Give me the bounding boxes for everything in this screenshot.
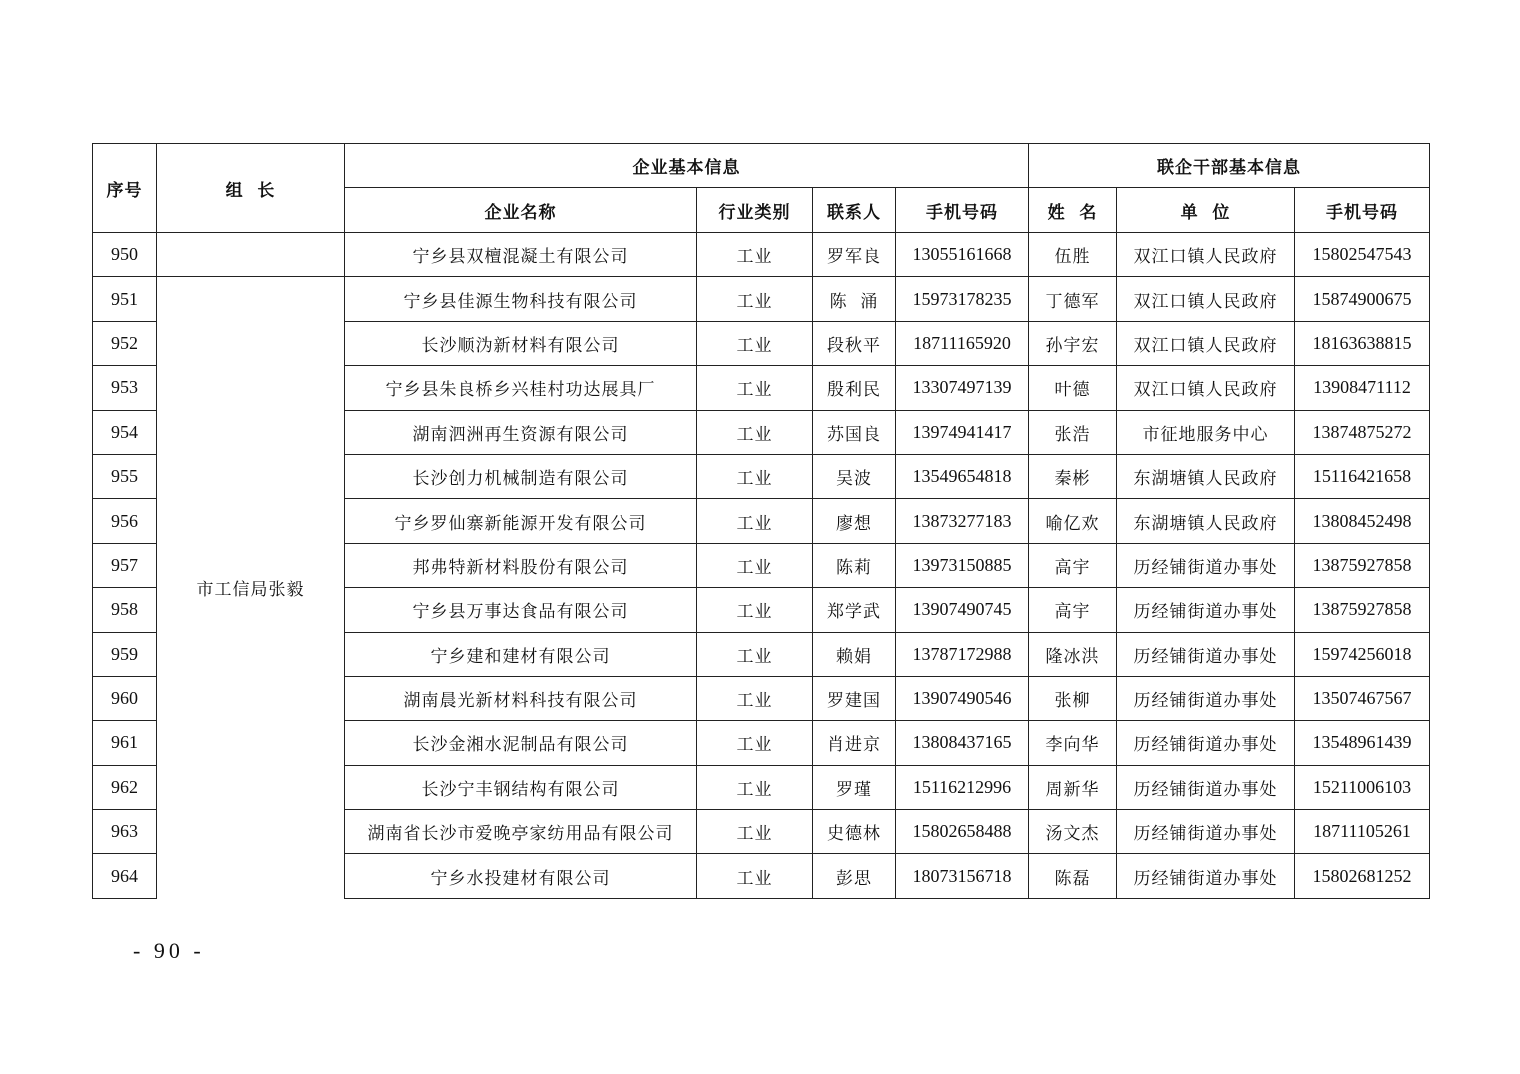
cell-leader-empty xyxy=(157,233,345,277)
cell-industry: 工业 xyxy=(697,410,813,454)
cell-company-phone: 13974941417 xyxy=(896,410,1029,454)
header-cadre-phone: 手机号码 xyxy=(1295,188,1430,233)
cell-contact: 殷利民 xyxy=(813,366,896,410)
header-unit: 单 位 xyxy=(1117,188,1295,233)
cell-index: 955 xyxy=(93,454,157,498)
cell-company-name: 长沙创力机械制造有限公司 xyxy=(345,454,697,498)
cell-company-phone: 13973150885 xyxy=(896,543,1029,587)
cell-index: 964 xyxy=(93,854,157,898)
cell-cadre-name: 周新华 xyxy=(1029,765,1117,809)
cell-cadre-phone: 15211006103 xyxy=(1295,765,1430,809)
table-row xyxy=(93,233,1430,277)
header-company-group: 企业基本信息 xyxy=(345,144,1029,188)
cell-industry: 工业 xyxy=(697,499,813,543)
cell-cadre-name: 叶德 xyxy=(1029,366,1117,410)
cell-company-phone: 13787172988 xyxy=(896,632,1029,676)
header-leader: 组 长 xyxy=(157,144,345,233)
cell-company-phone: 18711165920 xyxy=(896,321,1029,365)
cell-cadre-phone: 13875927858 xyxy=(1295,588,1430,632)
header-cadre-group: 联企干部基本信息 xyxy=(1029,144,1430,188)
cell-index: 959 xyxy=(93,632,157,676)
cell-index: 958 xyxy=(93,588,157,632)
cell-contact: 廖想 xyxy=(813,499,896,543)
cell-unit: 历经铺街道办事处 xyxy=(1117,588,1295,632)
table-body xyxy=(93,233,1430,899)
cell-cadre-phone: 15974256018 xyxy=(1295,632,1430,676)
header-company-name: 企业名称 xyxy=(345,188,697,233)
cell-company-phone: 13549654818 xyxy=(896,454,1029,498)
cell-industry: 工业 xyxy=(697,233,813,277)
cell-cadre-name: 秦彬 xyxy=(1029,454,1117,498)
cell-index: 953 xyxy=(93,366,157,410)
cell-cadre-name: 张浩 xyxy=(1029,410,1117,454)
cell-unit: 双江口镇人民政府 xyxy=(1117,366,1295,410)
cell-contact: 吴波 xyxy=(813,454,896,498)
cell-cadre-name: 李向华 xyxy=(1029,721,1117,765)
cell-industry: 工业 xyxy=(697,632,813,676)
cell-company-name: 宁乡罗仙寨新能源开发有限公司 xyxy=(345,499,697,543)
cell-index: 963 xyxy=(93,810,157,854)
cell-cadre-phone: 18711105261 xyxy=(1295,810,1430,854)
cell-company-phone: 13808437165 xyxy=(896,721,1029,765)
cell-contact: 郑学武 xyxy=(813,588,896,632)
cell-company-name: 宁乡建和建材有限公司 xyxy=(345,632,697,676)
cell-cadre-name: 喻亿欢 xyxy=(1029,499,1117,543)
cell-cadre-phone: 15802681252 xyxy=(1295,854,1430,898)
cell-unit: 历经铺街道办事处 xyxy=(1117,810,1295,854)
cell-contact: 罗军良 xyxy=(813,233,896,277)
header-industry: 行业类别 xyxy=(697,188,813,233)
cell-industry: 工业 xyxy=(697,366,813,410)
header-contact: 联系人 xyxy=(813,188,896,233)
cell-contact: 苏国良 xyxy=(813,410,896,454)
cell-company-phone: 13873277183 xyxy=(896,499,1029,543)
cell-cadre-phone: 15116421658 xyxy=(1295,454,1430,498)
cell-index: 962 xyxy=(93,765,157,809)
cell-cadre-phone: 13908471112 xyxy=(1295,366,1430,410)
cell-cadre-name: 丁德军 xyxy=(1029,277,1117,321)
cell-cadre-phone: 13874875272 xyxy=(1295,410,1430,454)
cell-company-name: 湖南省长沙市爱晚亭家纺用品有限公司 xyxy=(345,810,697,854)
cell-index: 952 xyxy=(93,321,157,365)
page-number: - 90 - xyxy=(133,938,205,963)
cell-company-name: 长沙宁丰钢结构有限公司 xyxy=(345,765,697,809)
cell-cadre-phone: 15874900675 xyxy=(1295,277,1430,321)
header-index: 序号 xyxy=(93,144,157,233)
header-row-groups xyxy=(93,144,1430,188)
cell-cadre-name: 张柳 xyxy=(1029,676,1117,720)
cell-index: 957 xyxy=(93,543,157,587)
cell-cadre-phone: 13548961439 xyxy=(1295,721,1430,765)
cell-contact: 罗瑾 xyxy=(813,765,896,809)
cell-cadre-name: 高宇 xyxy=(1029,543,1117,587)
cell-cadre-name: 汤文杰 xyxy=(1029,810,1117,854)
cell-unit: 历经铺街道办事处 xyxy=(1117,765,1295,809)
cell-company-name: 宁乡水投建材有限公司 xyxy=(345,854,697,898)
cell-company-name: 长沙顺沩新材料有限公司 xyxy=(345,321,697,365)
cell-cadre-phone: 18163638815 xyxy=(1295,321,1430,365)
cell-contact: 陈 涌 xyxy=(813,277,896,321)
cell-contact: 段秋平 xyxy=(813,321,896,365)
cell-industry: 工业 xyxy=(697,765,813,809)
cell-unit: 双江口镇人民政府 xyxy=(1117,321,1295,365)
cell-cadre-name: 隆冰洪 xyxy=(1029,632,1117,676)
cell-index: 960 xyxy=(93,676,157,720)
cell-company-phone: 13907490745 xyxy=(896,588,1029,632)
cell-contact: 陈莉 xyxy=(813,543,896,587)
cell-index: 954 xyxy=(93,410,157,454)
cell-company-phone: 15116212996 xyxy=(896,765,1029,809)
cell-company-phone: 15802658488 xyxy=(896,810,1029,854)
cell-industry: 工业 xyxy=(697,321,813,365)
cell-company-name: 宁乡县万事达食品有限公司 xyxy=(345,588,697,632)
cell-unit: 双江口镇人民政府 xyxy=(1117,277,1295,321)
header-company-phone: 手机号码 xyxy=(896,188,1029,233)
cell-unit: 历经铺街道办事处 xyxy=(1117,854,1295,898)
cell-contact: 罗建国 xyxy=(813,676,896,720)
cell-unit: 历经铺街道办事处 xyxy=(1117,632,1295,676)
cell-cadre-phone: 13507467567 xyxy=(1295,676,1430,720)
cell-index: 950 xyxy=(93,233,157,277)
cell-unit: 历经铺街道办事处 xyxy=(1117,721,1295,765)
cell-cadre-phone: 13808452498 xyxy=(1295,499,1430,543)
cell-industry: 工业 xyxy=(697,676,813,720)
cell-unit: 东湖塘镇人民政府 xyxy=(1117,454,1295,498)
cell-cadre-name: 陈磊 xyxy=(1029,854,1117,898)
cell-cadre-name: 伍胜 xyxy=(1029,233,1117,277)
cell-leader: 市工信局张毅 xyxy=(157,277,345,898)
cell-unit: 历经铺街道办事处 xyxy=(1117,676,1295,720)
cell-industry: 工业 xyxy=(697,454,813,498)
cell-industry: 工业 xyxy=(697,277,813,321)
cell-unit: 市征地服务中心 xyxy=(1117,410,1295,454)
cell-unit: 双江口镇人民政府 xyxy=(1117,233,1295,277)
cell-company-name: 宁乡县朱良桥乡兴桂村功达展具厂 xyxy=(345,366,697,410)
cell-company-name: 宁乡县双檀混凝土有限公司 xyxy=(345,233,697,277)
cell-contact: 肖进京 xyxy=(813,721,896,765)
cell-index: 961 xyxy=(93,721,157,765)
table-row xyxy=(93,277,1430,321)
cell-industry: 工业 xyxy=(697,543,813,587)
cell-company-phone: 18073156718 xyxy=(896,854,1029,898)
cell-company-phone: 13307497139 xyxy=(896,366,1029,410)
cell-industry: 工业 xyxy=(697,721,813,765)
cell-company-name: 邦弗特新材料股份有限公司 xyxy=(345,543,697,587)
cell-industry: 工业 xyxy=(697,810,813,854)
cell-company-name: 宁乡县佳源生物科技有限公司 xyxy=(345,277,697,321)
cell-cadre-name: 高宇 xyxy=(1029,588,1117,632)
cell-index: 951 xyxy=(93,277,157,321)
cell-company-phone: 13907490546 xyxy=(896,676,1029,720)
cell-company-phone: 13055161668 xyxy=(896,233,1029,277)
header-cadre-name: 姓 名 xyxy=(1029,188,1117,233)
cell-cadre-phone: 13875927858 xyxy=(1295,543,1430,587)
cell-company-phone: 15973178235 xyxy=(896,277,1029,321)
cell-index: 956 xyxy=(93,499,157,543)
cell-cadre-phone: 15802547543 xyxy=(1295,233,1430,277)
cell-industry: 工业 xyxy=(697,854,813,898)
cell-company-name: 湖南泗洲再生资源有限公司 xyxy=(345,410,697,454)
cell-company-name: 湖南晨光新材料科技有限公司 xyxy=(345,676,697,720)
cell-contact: 赖娟 xyxy=(813,632,896,676)
cell-unit: 历经铺街道办事处 xyxy=(1117,543,1295,587)
cell-company-name: 长沙金湘水泥制品有限公司 xyxy=(345,721,697,765)
cell-unit: 东湖塘镇人民政府 xyxy=(1117,499,1295,543)
enterprise-cadre-table xyxy=(92,143,1430,899)
cell-industry: 工业 xyxy=(697,588,813,632)
cell-contact: 史德林 xyxy=(813,810,896,854)
cell-contact: 彭思 xyxy=(813,854,896,898)
cell-cadre-name: 孙宇宏 xyxy=(1029,321,1117,365)
